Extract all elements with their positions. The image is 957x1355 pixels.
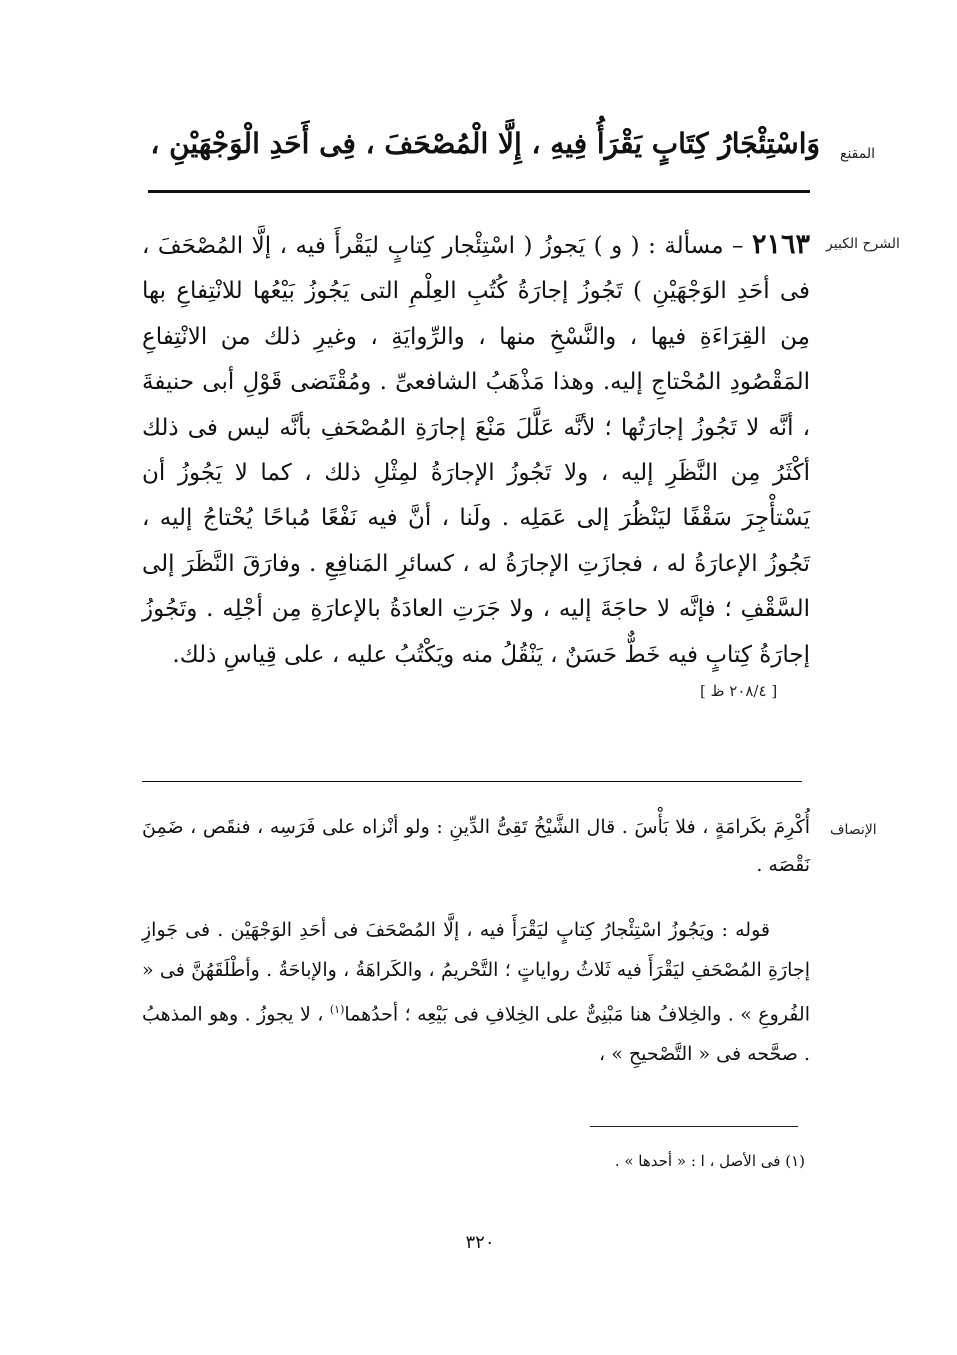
label-insaf: الإنصاف <box>830 822 877 838</box>
issue-number: ٢١٦٣ <box>751 229 810 260</box>
section-divider-thick <box>148 190 810 193</box>
insaf-paragraph-2 <box>142 910 810 1074</box>
label-sharh: الشرح الكبير <box>826 236 900 252</box>
footnote: (١) فى الأصل ، ا : « أحدها » . <box>614 1152 805 1170</box>
label-muqni: المقنع <box>840 146 876 162</box>
sharh-text: – مسألة : ( و ) يَجوزُ ( اسْتِئْجار كِتابٍ ليَقْرأَ فيه ، إلَّا المُصْحَفَ ، فى أحَدِ الوَجْهَيْنِ ) تَجُوزُ إجارَةُ كُتُبِ العِلْمِ التى يَجُوزُ بَيْعُها للانْتِفاعِ بها مِن القِرَاءَةِ فيها ، والنَّسْخِ منها ، والرِّوايَةِ ، وغيرِ ذلك من الانْتِفاعِ المَقْصُودِ المُحْتاجِ إليه. وهذا مَذْهَبُ الشافعىِّ . ومُقْتَضى قَوْلِ أبى حنيفةَ ، أنَّه لا تَجُوزُ إجارَتُها ؛ لأنَّه عَلَّلَ مَنْعَ إجارَةِ المُصْحَفِ بأنَّه ليس فى ذلك أكْثَرُ مِن النَّظَرِ إليه ، ولا تَجُوزُ الإجارَةُ لمِثْلِ ذلك ، كما لا يَجُوزُ أن يَسْتأْجِرَ سَقْفًا ليَنْظُرَ إلى عَمَلِه . ولَنا ، أنَّ فيه نَفْعًا مُباحًا يُحْتاجُ إليه ، تَجُوزُ الإعارَةُ له ، فجازَتِ الإجارَةُ له ، كسائرِ المَنافِعِ . وفارَقَ النَّظَرَ إلى السَّقْفِ ؛ فإنَّه لا حاجَةَ إليه ، ولا جَرَتِ العادَةُ بالإعارَةِ مِن أجْلِه . وتَجُوزُ إجارَةُ كِتابٍ فيه خَطٌّ حَسَنٌ ، يَنْقُلُ منه ويَكْتُبُ عليه ، على قِياسِ ذلك. <box>142 233 810 668</box>
insaf-text-1: أُكْرِمَ بكَرامَةٍ ، فلا بَأْسَ . قال الشَّيْخُ تَقِىُّ الدِّينِ : ولو أنْزاه على فَرَسِه ، فنقَص ، ضَمِنَ نَقْصَه . <box>142 816 810 876</box>
muqni-text: وَاسْتِئْجَارُ كِتَابٍ يَقْرَأُ فِيهِ ، إِلَّا الْمُصْحَفَ ، فِى أَحَدِ الْوَجْهَيْنِ ، <box>150 127 820 160</box>
footnote-divider <box>590 1126 798 1127</box>
section-divider-thin <box>142 781 802 782</box>
insaf-text-2-word: أحدُهما <box>344 1003 399 1026</box>
footnote-marker: (١) <box>329 1003 345 1016</box>
insaf-text-2-tail: ، لا يجوزُ . وهو المذهبُ . صحَّحه فى « التَّصْحيحِ » ، <box>142 1003 810 1066</box>
sharh-paragraph <box>142 222 810 678</box>
page-number: ٣٢٠ <box>465 1232 495 1253</box>
insaf-paragraph-1 <box>142 808 810 884</box>
margin-reference: [ ٢٠٨/٤ ظ ] <box>700 682 778 700</box>
insaf-text-2-lead: قوله : ويَجُوزُ اسْتِئْجارُ كِتابٍ ليَقْرَأَ فيه ، إلَّا المُصْحَفَ فى أحَدِ الوَجْهَيْن . فى جَوازِ إجارَةِ المُصْحَفِ ليَقْرَأَ فيه ثَلاثُ رواياتٍ ؛ التَّحْريمُ ، والكَراهَةُ ، والإباحَةُ . وأطْلَقَهُنَّ فى « الفُروعِ » . والخِلافُ هنا مَبْنِىٌّ على الخِلافِ فى بَيْعِه ؛ <box>142 919 810 1026</box>
